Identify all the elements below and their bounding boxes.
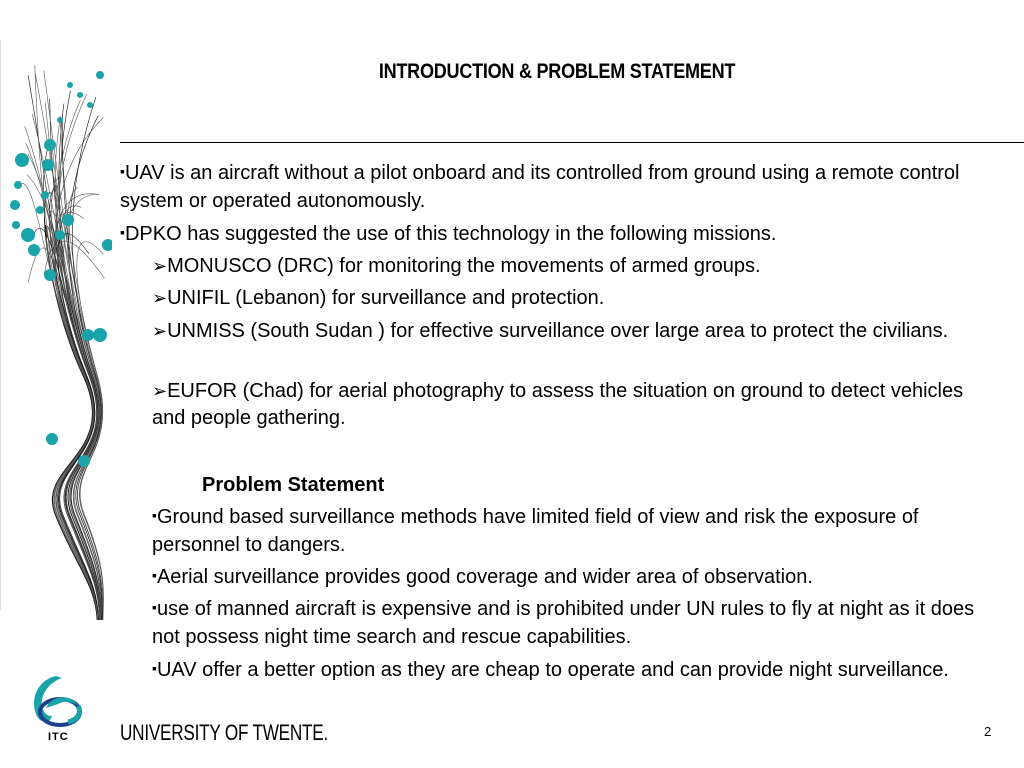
network-node	[57, 117, 63, 123]
network-node	[87, 102, 93, 108]
svg-text:ITC: ITC	[48, 731, 69, 743]
itc-logo	[28, 672, 92, 744]
network-node	[21, 228, 35, 242]
decorative-network-graphic	[0, 45, 112, 625]
network-line	[54, 118, 103, 620]
arrow-bullet-icon: ➢	[152, 381, 168, 401]
mission-unifil: ➢UNIFIL (Lebanon) for surveillance and protection.	[152, 287, 605, 309]
title-divider	[120, 142, 1024, 143]
slide-title: INTRODUCTION & PROBLEM STATEMENT	[378, 60, 736, 83]
network-node	[44, 269, 56, 281]
bullet-dpko: ▪ DPKO has suggested the use of this technology in the following missions.	[120, 221, 970, 249]
network-node	[67, 82, 73, 88]
network-node	[42, 159, 54, 171]
university-name: UNIVERSITY OF TWENTE.	[120, 720, 329, 745]
network-node	[82, 329, 94, 341]
network-node	[93, 328, 107, 342]
problem-bullet: ▪ UAV offer a better option as they are cheap to operate and can provide night surveillance.	[152, 657, 972, 685]
network-node	[62, 214, 74, 226]
network-node	[96, 71, 104, 79]
problem-bullet: ▪ Ground based surveillance methods have limited field of view and risk the exposure of personnel to dangers.	[152, 504, 942, 559]
bullet-uav-definition: ▪ UAV is an aircraft without a pilot onboard and its controlled from ground using a remote control system or operated autonomously.	[120, 160, 970, 215]
network-node	[12, 221, 20, 229]
network-node	[46, 433, 58, 445]
problem-bullet: ▪ Aerial surveillance provides good coverage and wider area of observation.	[152, 564, 982, 592]
network-node	[41, 191, 49, 199]
problem-bullet: ▪ use of manned aircraft is expensive and is prohibited under UN rules to fly at night as it does not possess night time search and rescue capabilities.	[152, 596, 997, 651]
page-number: 2	[984, 724, 992, 739]
mission-unmiss: ➢UNMISS (South Sudan ) for effective surveillance over large area to protect the civilians.	[152, 320, 949, 342]
network-node	[15, 153, 29, 167]
network-node	[78, 455, 90, 467]
network-node	[55, 230, 65, 240]
problem-statement-heading: Problem Statement	[202, 474, 385, 496]
mission-monusco: ➢MONUSCO (DRC) for monitoring the movements of armed groups.	[152, 255, 761, 277]
network-node	[14, 181, 22, 189]
network-node	[77, 92, 83, 98]
network-node	[102, 239, 112, 251]
network-node	[10, 200, 20, 210]
arrow-bullet-icon: ➢	[152, 288, 168, 308]
arrow-bullet-icon: ➢	[152, 321, 168, 341]
mission-eufor: ➢EUFOR (Chad) for aerial photography to assess the situation on ground to detect vehicles and people gathering.	[152, 380, 964, 429]
network-node	[28, 244, 40, 256]
arrow-bullet-icon: ➢	[152, 256, 168, 276]
network-node	[44, 139, 56, 151]
network-node	[36, 206, 44, 214]
